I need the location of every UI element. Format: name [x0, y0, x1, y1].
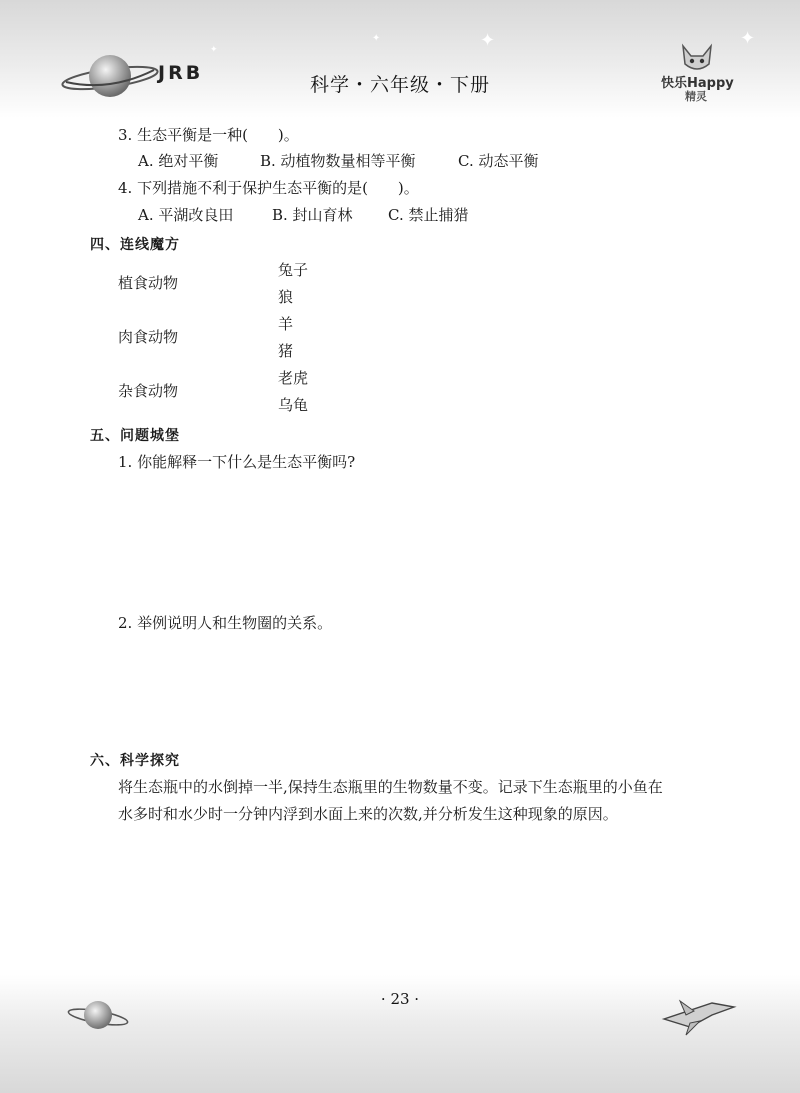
- saturn-planet-icon: [60, 48, 160, 104]
- option-b: B. 动植物数量相等平衡: [260, 152, 416, 170]
- matching-right-item: 乌龟: [278, 396, 309, 414]
- star-icon: ✦: [480, 30, 496, 51]
- matching-left-item: 植食动物: [118, 274, 179, 292]
- mascot-logo: [655, 42, 735, 102]
- matching-right-item: 羊: [278, 315, 294, 333]
- matching-right-item: 老虎: [278, 369, 309, 387]
- section-6-text-line-1: 将生态瓶中的水倒掉一半,保持生态瓶里的生物数量不变。记录下生态瓶里的小鱼在: [118, 778, 663, 796]
- star-icon: ✦: [372, 33, 381, 44]
- space-shuttle-icon: [660, 993, 740, 1037]
- mascot-title: 快乐Happy: [661, 76, 734, 91]
- option-c: C. 动态平衡: [458, 152, 539, 170]
- page-number: · 23 ·: [380, 990, 420, 1008]
- question-4-stem: 4. 下列措施不利于保护生态平衡的是( )。: [118, 179, 419, 197]
- book-title: 科学・六年级・下册: [309, 74, 490, 96]
- matching-left-item: 肉食动物: [118, 328, 179, 346]
- matching-right-item: 猪: [278, 342, 294, 360]
- page-header: [0, 0, 800, 118]
- question-4-options: [138, 204, 468, 225]
- mascot-subtitle: 精灵: [685, 90, 707, 103]
- mascot-icon: [677, 42, 717, 76]
- option-a: A. 平湖改良田: [138, 206, 234, 224]
- series-logo: JRB: [158, 62, 204, 84]
- matching-left-item: 杂食动物: [118, 382, 179, 400]
- matching-right-item: 兔子: [278, 261, 309, 279]
- star-icon: ✦: [740, 28, 756, 49]
- matching-right-item: 狼: [278, 288, 294, 306]
- star-icon: ✦: [210, 45, 218, 55]
- question-3-stem: 3. 生态平衡是一种( )。: [118, 126, 299, 144]
- option-c: C. 禁止捕猎: [388, 206, 469, 224]
- question-3-options: [138, 150, 538, 171]
- section-5-title: 五、问题城堡: [90, 428, 180, 444]
- section-4-title: 四、连线魔方: [90, 237, 180, 253]
- planet-icon: [66, 995, 130, 1035]
- section-6-text-line-2: 水多时和水少时一分钟内浮到水面上来的次数,并分析发生这种现象的原因。: [118, 805, 618, 823]
- option-a: A. 绝对平衡: [138, 152, 219, 170]
- section-5-question-2: 2. 举例说明人和生物圈的关系。: [118, 614, 333, 632]
- section-5-question-1: 1. 你能解释一下什么是生态平衡吗?: [118, 453, 356, 471]
- section-6-title: 六、科学探究: [90, 753, 180, 769]
- option-b: B. 封山育林: [272, 206, 353, 224]
